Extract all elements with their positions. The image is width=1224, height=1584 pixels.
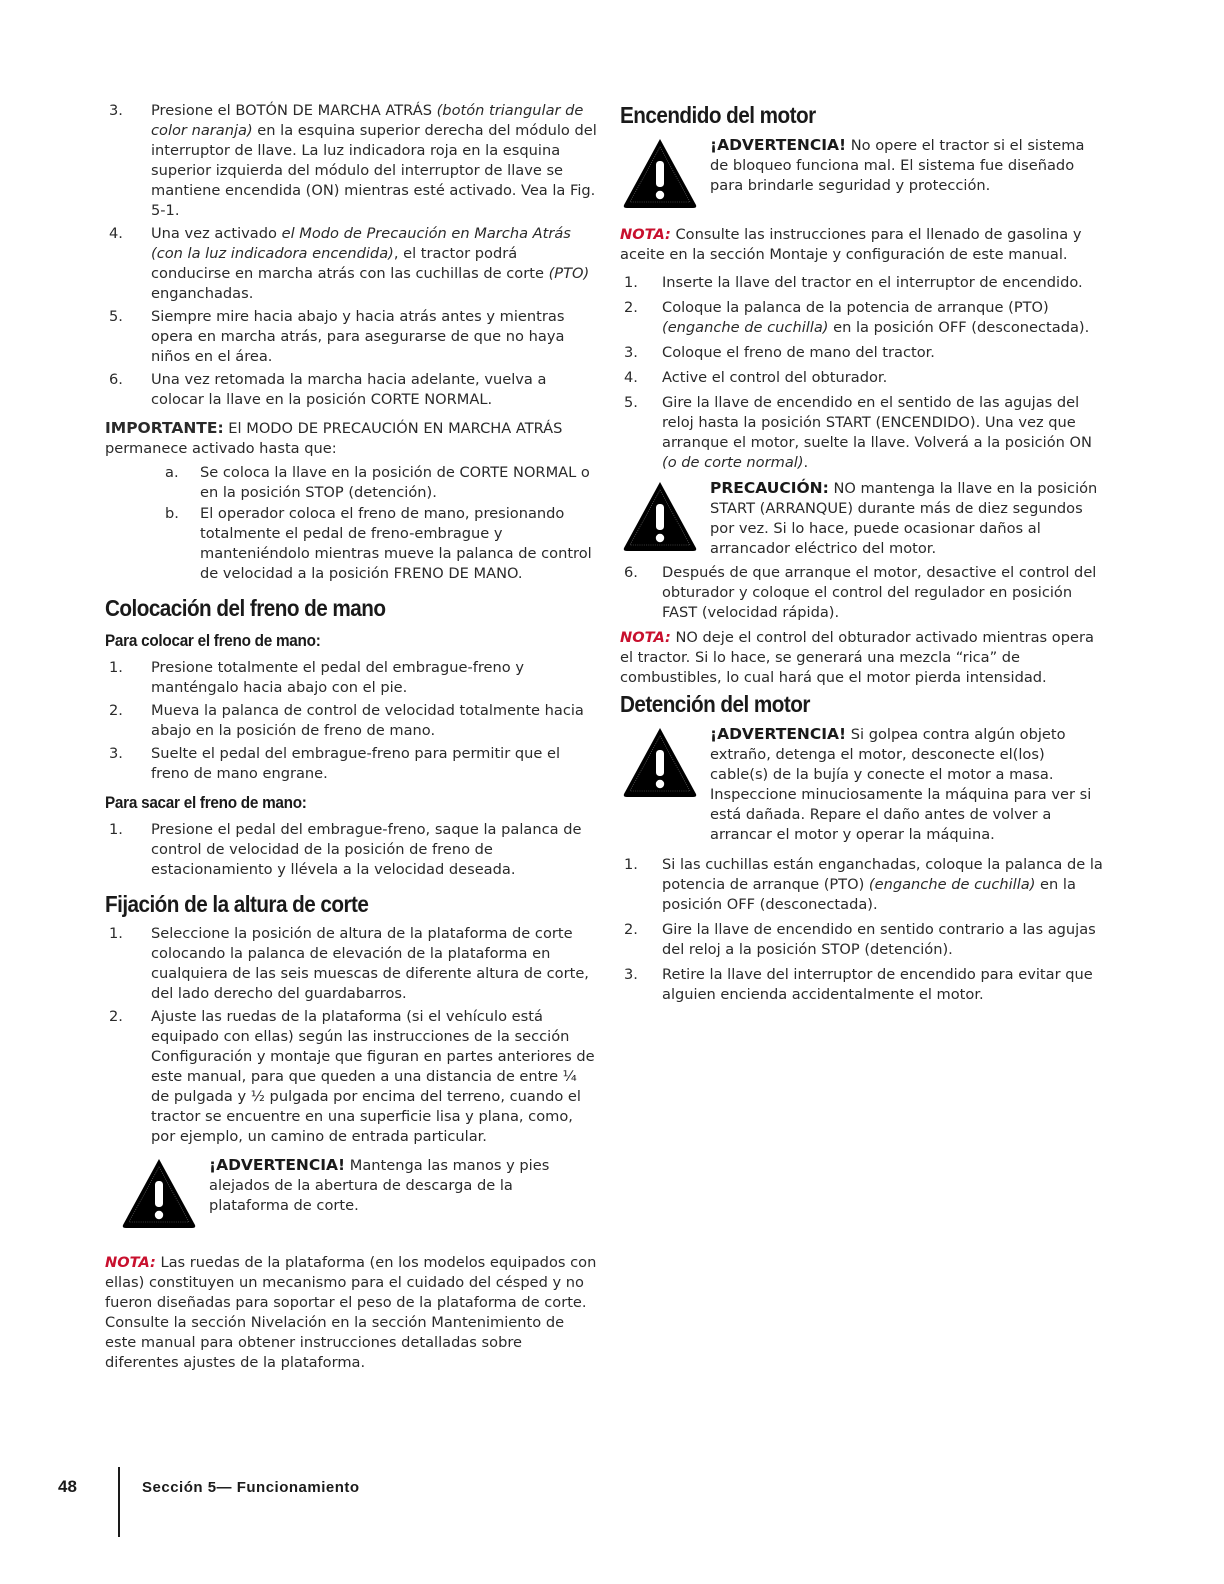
- list-letter: a.: [165, 464, 179, 481]
- list-text: en la esquina superior derecha del módulo del interruptor de llave. La luz indicadora roja en la esquina superior izquierda del módulo del interruptor de llave se mantiene encendida (ON) mientras esté activado. Vea la Fig. 5-1.: [151, 122, 597, 219]
- list-text: Coloque el freno de mano del tractor.: [662, 344, 935, 361]
- warning-triangle-icon: [119, 1155, 199, 1235]
- list-text: enganchadas.: [151, 285, 254, 302]
- subheading-para-sacar: Para sacar el freno de mano:: [105, 793, 307, 812]
- heading-fijacion: Fijación de la altura de corte: [105, 891, 369, 917]
- warning-body: No opere el tractor si el sistema de bloqueo funciona mal. El sistema fue diseñado para brindarle seguridad y protección.: [710, 137, 1085, 194]
- list-number: 1.: [109, 821, 123, 838]
- list-item: [105, 1007, 597, 1147]
- warning-triangle-icon: [620, 478, 700, 558]
- list-text: Presione el pedal del embrague-freno, saque la palanca de control de velocidad de la posición de freno de estacionamiento y llévela a la velocidad deseada.: [151, 821, 582, 878]
- list-text: El operador coloca el freno de mano, presionando totalmente el pedal de freno-embrague y manteniéndolo mientras mueve la palanca de control de velocidad a la posición FRENO DE MANO.: [200, 505, 592, 582]
- list-item: [105, 504, 597, 584]
- emphasis-text: (enganche de cuchilla): [662, 319, 829, 336]
- important-note: [105, 418, 597, 459]
- list-item: [105, 820, 597, 880]
- emphasis-text: el Modo de Precaución en Marcha Atrás (con la luz indicadora encendida): [151, 225, 571, 262]
- warning-title: ¡ADVERTENCIA!: [209, 1156, 346, 1174]
- list-text: Gire la llave de encendido en sentido contrario a las agujas del reloj a la posición STOP (detención).: [662, 921, 1096, 958]
- list-number: 3.: [109, 102, 123, 119]
- list-item: [620, 393, 1105, 473]
- list-number: 2.: [109, 1008, 123, 1025]
- page-number: 48: [58, 1477, 77, 1496]
- start-engine-steps: [620, 273, 1105, 473]
- list-text: , el tractor podrá conducirse en marcha atrás con las cuchillas de corte: [151, 245, 549, 282]
- list-number: 5.: [624, 394, 638, 411]
- list-item: [105, 658, 597, 698]
- list-number: 2.: [109, 702, 123, 719]
- list-item: [105, 370, 597, 410]
- list-text: Una vez activado: [151, 225, 282, 242]
- list-item: [105, 224, 597, 304]
- list-text: Mueva la palanca de control de velocidad totalmente hacia abajo en la posición de freno de mano.: [151, 702, 584, 739]
- list-number: 2.: [624, 921, 638, 938]
- warning-text: [209, 1155, 597, 1216]
- note-body: Consulte las instrucciones para el llenado de gasolina y aceite en la sección Montaje y configuración de este manual.: [620, 226, 1082, 263]
- emphasis-text: (enganche de cuchilla): [868, 876, 1036, 893]
- list-text: Siempre mire hacia abajo y hacia atrás antes y mientras opera en marcha atrás, para asegurarse de que no haya niños en el área.: [151, 308, 565, 365]
- important-text: El MODO DE PRECAUCIÓN EN MARCHA ATRÁS permanece activado hasta que:: [105, 420, 563, 457]
- list-item: [620, 920, 1105, 960]
- stop-engine-steps: [620, 855, 1105, 1005]
- list-text: en la posición OFF (desconectada).: [662, 876, 1076, 913]
- list-number: 6.: [109, 371, 123, 388]
- right-column: [620, 101, 1105, 1010]
- list-text: Presione el BOTÓN DE MARCHA ATRÁS: [151, 102, 437, 119]
- list-text: Active el control del obturador.: [662, 369, 888, 386]
- list-item: [105, 101, 597, 221]
- heading-colocacion: Colocación del freno de mano: [105, 595, 386, 621]
- list-text: Una vez retomada la marcha hacia adelante, vuelva a colocar la llave en la posición CORTE NORMAL.: [151, 371, 547, 408]
- list-item: [105, 744, 597, 784]
- list-number: 4.: [109, 225, 123, 242]
- list-text: Presione totalmente el pedal del embrague-freno y manténgalo hacia abajo con el pie.: [151, 659, 524, 696]
- list-text: .: [803, 454, 809, 471]
- warning-foreign-object: [620, 724, 1105, 845]
- list-item: [620, 965, 1105, 1005]
- list-item: [620, 343, 1105, 363]
- warning-body: Si golpea contra algún objeto extraño, detenga el motor, desconecte el(los) cable(s) de la bujía y conecte el motor a masa. Inspeccione minuciosamente la máquina para ver si está dañada. Repare el daño antes de volver a arrancar el motor y operar la máquina.: [710, 726, 1092, 843]
- list-number: 1.: [624, 856, 638, 873]
- list-number: 2.: [624, 299, 638, 316]
- list-text: Coloque la palanca de la potencia de arranque (PTO): [662, 299, 1049, 316]
- warning-triangle-icon: [620, 135, 700, 215]
- list-number: 6.: [624, 564, 638, 581]
- important-conditions: [105, 463, 597, 584]
- warning-body: Mantenga las manos y pies alejados de la abertura de descarga de la plataforma de corte.: [209, 1157, 550, 1214]
- list-text: Gire la llave de encendido en el sentido de las agujas del reloj hasta la posición START (ENCENDIDO). Una vez que arranque el motor, suelte la llave. Volverá a la posición ON: [662, 394, 1092, 451]
- caution-body: NO mantenga la llave en la posición START (ARRANQUE) durante más de diez segundos por vez. Si lo hace, puede ocasionar daños al arrancador eléctrico del motor.: [710, 480, 1098, 557]
- list-letter: b.: [165, 505, 179, 522]
- release-brake-steps: [105, 820, 597, 880]
- list-item: [620, 563, 1105, 623]
- warning-hands-feet: [119, 1155, 597, 1235]
- emphasis-text: (PTO): [548, 265, 590, 282]
- heading-encendido: Encendido del motor: [620, 102, 816, 128]
- footer-divider: [118, 1467, 120, 1537]
- list-item: [620, 855, 1105, 915]
- note-body: Las ruedas de la plataforma (en los modelos equipados con ellas) constituyen un mecanismo para el cuidado del césped y no fueron diseñadas para soportar el peso de la plataforma de corte. Consulte la sección Nivelación en la sección Mantenimiento de este manual para obtener instrucciones detalladas sobre diferentes ajustes de la plataforma.: [105, 1254, 597, 1371]
- warning-text: [710, 135, 1105, 196]
- left-column: [105, 101, 597, 1373]
- list-item: [105, 463, 597, 503]
- list-number: 3.: [624, 966, 638, 983]
- important-label: IMPORTANTE:: [105, 419, 224, 437]
- warning-title: ¡ADVERTENCIA!: [710, 136, 847, 154]
- start-engine-steps-cont: [620, 563, 1105, 623]
- subheading-para-colocar: Para colocar el freno de mano:: [105, 631, 321, 650]
- note-fuel: [620, 225, 1105, 265]
- list-item: [105, 701, 597, 741]
- list-item: [105, 307, 597, 367]
- list-text: Ajuste las ruedas de la plataforma (si el vehículo está equipado con ellas) según las instrucciones de la sección Configuración y montaje que figuran en partes anteriores de este manual, para que queden a una distancia de entre ¼ de pulgada y ½ pulgada por encima del terreno, cuando el tractor se encuentre en una superficie lisa y plana, como, por ejemplo, un camino de entrada particular.: [151, 1008, 595, 1145]
- list-text: Inserte la llave del tractor en el interruptor de encendido.: [662, 274, 1083, 291]
- list-text: Se coloca la llave en la posición de CORTE NORMAL o en la posición STOP (detención).: [200, 464, 590, 501]
- warning-triangle-icon: [620, 724, 700, 804]
- list-text: Retire la llave del interruptor de encendido para evitar que alguien encienda accidentalmente el motor.: [662, 966, 1093, 1003]
- caution-title: PRECAUCIÓN:: [710, 479, 829, 497]
- reverse-mode-steps: [105, 101, 597, 410]
- list-number: 1.: [624, 274, 638, 291]
- list-text: Seleccione la posición de altura de la plataforma de corte colocando la palanca de elevación de la plataforma en cualquiera de las seis muescas de diferente altura de corte, del lado derecho del guardabarros.: [151, 925, 589, 1002]
- list-number: 5.: [109, 308, 123, 325]
- list-number: 3.: [624, 344, 638, 361]
- section-label: Sección 5— Funcionamiento: [142, 1479, 360, 1496]
- list-item: [620, 273, 1105, 293]
- note-choke: [620, 628, 1105, 688]
- note-label: NOTA:: [620, 629, 671, 646]
- heading-detencion: Detención del motor: [620, 691, 810, 717]
- note-label: NOTA:: [105, 1254, 156, 1271]
- list-number: 3.: [109, 745, 123, 762]
- list-text: en la posición OFF (desconectada).: [828, 319, 1090, 336]
- warning-interlock: [620, 135, 1105, 215]
- list-number: 4.: [624, 369, 638, 386]
- list-text: Después de que arranque el motor, desactive el control del obturador y coloque el control del regulador en posición FAST (velocidad rápida).: [662, 564, 1097, 621]
- list-text: Suelte el pedal del embrague-freno para permitir que el freno de mano engrane.: [151, 745, 561, 782]
- cut-height-steps: [105, 924, 597, 1147]
- emphasis-text: (o de corte normal): [662, 454, 804, 471]
- list-item: [620, 298, 1105, 338]
- emphasis-text: (botón triangular de color naranja): [151, 102, 584, 139]
- caution-text: [710, 478, 1105, 559]
- list-item: [105, 924, 597, 1004]
- note-deck-wheels: [105, 1253, 597, 1373]
- set-brake-steps: [105, 658, 597, 784]
- list-number: 1.: [109, 925, 123, 942]
- note-label: NOTA:: [620, 226, 671, 243]
- warning-text: [710, 724, 1105, 845]
- list-number: 1.: [109, 659, 123, 676]
- list-item: [620, 368, 1105, 388]
- note-body: NO deje el control del obturador activado mientras opera el tractor. Si lo hace, se generará una mezcla “rica” de combustibles, lo cual hará que el motor pierda intensidad.: [620, 629, 1094, 686]
- caution-start: [620, 478, 1105, 559]
- warning-title: ¡ADVERTENCIA!: [710, 725, 847, 743]
- list-text: Si las cuchillas están enganchadas, coloque la palanca de la potencia de arranque (PTO): [662, 856, 1103, 893]
